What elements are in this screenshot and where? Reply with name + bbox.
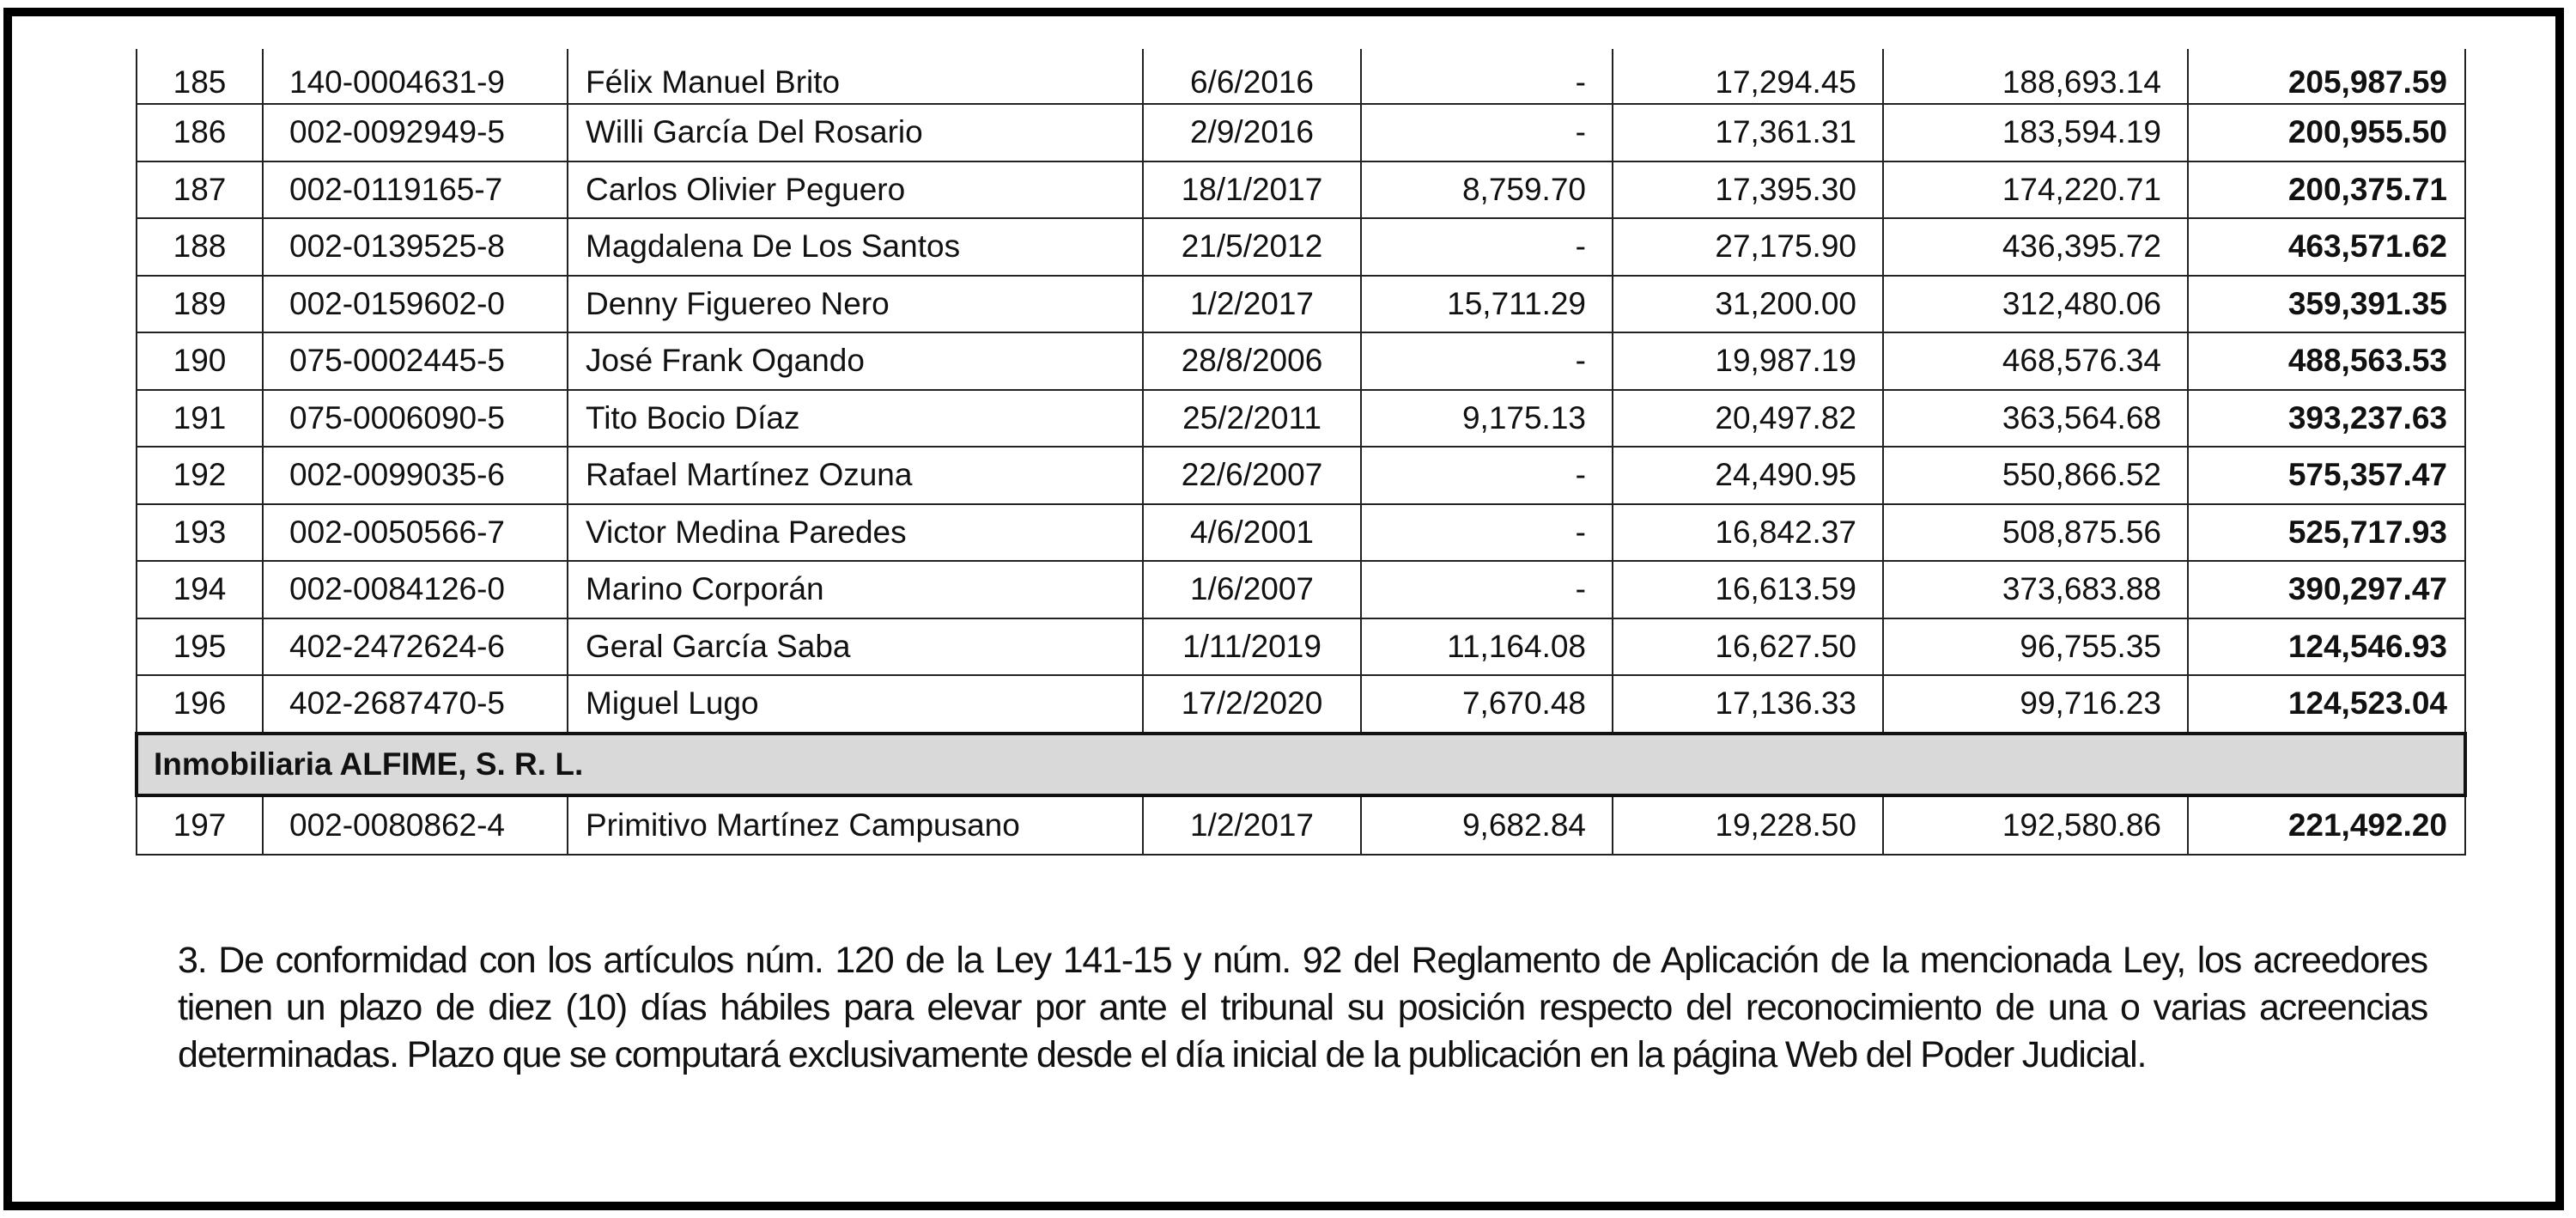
amount-2-cell: 17,395.30 xyxy=(1613,161,1883,219)
creditors-table-body xyxy=(137,49,2465,855)
table-row xyxy=(137,276,2465,333)
total-amount-cell: 393,237.63 xyxy=(2188,390,2465,448)
row-number-cell: 189 xyxy=(137,276,263,333)
id-number-cell: 002-0099035-6 xyxy=(263,447,568,504)
amount-1-cell: 11,164.08 xyxy=(1361,618,1613,676)
date-cell: 28/8/2006 xyxy=(1143,332,1361,390)
total-amount-cell: 390,297.47 xyxy=(2188,561,2465,618)
amount-2-cell: 20,497.82 xyxy=(1613,390,1883,448)
total-amount-cell: 205,987.59 xyxy=(2188,49,2465,104)
table-row xyxy=(137,390,2465,448)
amount-1-cell: - xyxy=(1361,49,1613,104)
section-heading: Inmobiliaria ALFIME, S. R. L. xyxy=(137,734,2465,795)
total-amount-cell: 463,571.62 xyxy=(2188,218,2465,276)
amount-1-cell: 9,175.13 xyxy=(1361,390,1613,448)
date-cell: 2/9/2016 xyxy=(1143,104,1361,161)
total-amount-cell: 575,357.47 xyxy=(2188,447,2465,504)
amount-3-cell: 508,875.56 xyxy=(1883,504,2188,562)
total-amount-cell: 525,717.93 xyxy=(2188,504,2465,562)
amount-1-cell: 7,670.48 xyxy=(1361,675,1613,734)
creditor-name-cell: Tito Bocio Díaz xyxy=(568,390,1143,448)
amount-3-cell: 192,580.86 xyxy=(1883,795,2188,855)
date-cell: 6/6/2016 xyxy=(1143,49,1361,104)
creditor-name-cell: Félix Manuel Brito xyxy=(568,49,1143,104)
table-row xyxy=(137,447,2465,504)
id-number-cell: 002-0092949-5 xyxy=(263,104,568,161)
creditor-name-cell: Geral García Saba xyxy=(568,618,1143,676)
amount-2-cell: 17,136.33 xyxy=(1613,675,1883,734)
id-number-cell: 002-0159602-0 xyxy=(263,276,568,333)
amount-2-cell: 24,490.95 xyxy=(1613,447,1883,504)
creditor-name-cell: Miguel Lugo xyxy=(568,675,1143,734)
total-amount-cell: 124,546.93 xyxy=(2188,618,2465,676)
date-cell: 1/11/2019 xyxy=(1143,618,1361,676)
amount-3-cell: 183,594.19 xyxy=(1883,104,2188,161)
amount-2-cell: 17,361.31 xyxy=(1613,104,1883,161)
creditor-name-cell: Victor Medina Paredes xyxy=(568,504,1143,562)
creditor-name-cell: Rafael Martínez Ozuna xyxy=(568,447,1143,504)
date-cell: 1/2/2017 xyxy=(1143,795,1361,855)
id-number-cell: 002-0050566-7 xyxy=(263,504,568,562)
row-number-cell: 197 xyxy=(137,795,263,855)
amount-2-cell: 16,842.37 xyxy=(1613,504,1883,562)
table-row xyxy=(137,561,2465,618)
creditor-name-cell: Primitivo Martínez Campusano xyxy=(568,795,1143,855)
id-number-cell: 002-0084126-0 xyxy=(263,561,568,618)
amount-3-cell: 550,866.52 xyxy=(1883,447,2188,504)
amount-1-cell: - xyxy=(1361,104,1613,161)
row-number-cell: 195 xyxy=(137,618,263,676)
section-heading-row xyxy=(137,734,2465,795)
total-amount-cell: 488,563.53 xyxy=(2188,332,2465,390)
amount-3-cell: 188,693.14 xyxy=(1883,49,2188,104)
creditor-name-cell: Marino Corporán xyxy=(568,561,1143,618)
row-number-cell: 185 xyxy=(137,49,263,104)
table-row xyxy=(137,504,2465,562)
total-amount-cell: 200,375.71 xyxy=(2188,161,2465,219)
id-number-cell: 140-0004631-9 xyxy=(263,49,568,104)
creditor-name-cell: José Frank Ogando xyxy=(568,332,1143,390)
total-amount-cell: 221,492.20 xyxy=(2188,795,2465,855)
amount-1-cell: 15,711.29 xyxy=(1361,276,1613,333)
date-cell: 1/2/2017 xyxy=(1143,276,1361,333)
row-number-cell: 192 xyxy=(137,447,263,504)
date-cell: 22/6/2007 xyxy=(1143,447,1361,504)
id-number-cell: 075-0002445-5 xyxy=(263,332,568,390)
row-number-cell: 196 xyxy=(137,675,263,734)
amount-3-cell: 99,716.23 xyxy=(1883,675,2188,734)
row-number-cell: 190 xyxy=(137,332,263,390)
row-number-cell: 187 xyxy=(137,161,263,219)
id-number-cell: 002-0139525-8 xyxy=(263,218,568,276)
date-cell: 4/6/2001 xyxy=(1143,504,1361,562)
id-number-cell: 402-2687470-5 xyxy=(263,675,568,734)
table-row xyxy=(137,675,2465,734)
creditor-name-cell: Willi García Del Rosario xyxy=(568,104,1143,161)
table-row xyxy=(137,104,2465,161)
amount-1-cell: - xyxy=(1361,561,1613,618)
amount-2-cell: 16,613.59 xyxy=(1613,561,1883,618)
table-row xyxy=(137,49,2465,104)
amount-2-cell: 27,175.90 xyxy=(1613,218,1883,276)
amount-3-cell: 436,395.72 xyxy=(1883,218,2188,276)
amount-2-cell: 19,987.19 xyxy=(1613,332,1883,390)
total-amount-cell: 200,955.50 xyxy=(2188,104,2465,161)
amount-1-cell: - xyxy=(1361,332,1613,390)
amount-1-cell: - xyxy=(1361,504,1613,562)
total-amount-cell: 359,391.35 xyxy=(2188,276,2465,333)
amount-3-cell: 468,576.34 xyxy=(1883,332,2188,390)
amount-3-cell: 373,683.88 xyxy=(1883,561,2188,618)
table-row xyxy=(137,795,2465,855)
amount-2-cell: 31,200.00 xyxy=(1613,276,1883,333)
amount-2-cell: 19,228.50 xyxy=(1613,795,1883,855)
amount-3-cell: 174,220.71 xyxy=(1883,161,2188,219)
amount-1-cell: 9,682.84 xyxy=(1361,795,1613,855)
creditor-name-cell: Denny Figuereo Nero xyxy=(568,276,1143,333)
creditor-name-cell: Carlos Olivier Peguero xyxy=(568,161,1143,219)
amount-1-cell: 8,759.70 xyxy=(1361,161,1613,219)
date-cell: 21/5/2012 xyxy=(1143,218,1361,276)
date-cell: 18/1/2017 xyxy=(1143,161,1361,219)
notice-paragraph: 3. De conformidad con los artículos núm. 120 de la Ley 141-15 y núm. 92 del Reglamento de Aplicación de la mencionada Ley, los acreedores tienen un plazo de diez (10) días hábiles para elevar por ante el tribunal su posición respecto del reconocimiento de una o varias acreencias determinadas. Plazo que se computará exclusivamente desde el día inicial de la publicación en la página Web del Poder Judicial. xyxy=(178,940,2427,1075)
date-cell: 17/2/2020 xyxy=(1143,675,1361,734)
creditor-name-cell: Magdalena De Los Santos xyxy=(568,218,1143,276)
amount-1-cell: - xyxy=(1361,447,1613,504)
date-cell: 25/2/2011 xyxy=(1143,390,1361,448)
row-number-cell: 193 xyxy=(137,504,263,562)
amount-3-cell: 96,755.35 xyxy=(1883,618,2188,676)
table-row xyxy=(137,161,2465,219)
document-frame xyxy=(3,8,2564,1210)
row-number-cell: 188 xyxy=(137,218,263,276)
table-row xyxy=(137,618,2465,676)
row-number-cell: 186 xyxy=(137,104,263,161)
row-number-cell: 194 xyxy=(137,561,263,618)
amount-2-cell: 17,294.45 xyxy=(1613,49,1883,104)
id-number-cell: 075-0006090-5 xyxy=(263,390,568,448)
amount-1-cell: - xyxy=(1361,218,1613,276)
date-cell: 1/6/2007 xyxy=(1143,561,1361,618)
amount-3-cell: 312,480.06 xyxy=(1883,276,2188,333)
id-number-cell: 002-0080862-4 xyxy=(263,795,568,855)
amount-2-cell: 16,627.50 xyxy=(1613,618,1883,676)
total-amount-cell: 124,523.04 xyxy=(2188,675,2465,734)
table-row xyxy=(137,332,2465,390)
table-row xyxy=(137,218,2465,276)
id-number-cell: 402-2472624-6 xyxy=(263,618,568,676)
amount-3-cell: 363,564.68 xyxy=(1883,390,2188,448)
creditors-table xyxy=(135,49,2467,856)
id-number-cell: 002-0119165-7 xyxy=(263,161,568,219)
row-number-cell: 191 xyxy=(137,390,263,448)
